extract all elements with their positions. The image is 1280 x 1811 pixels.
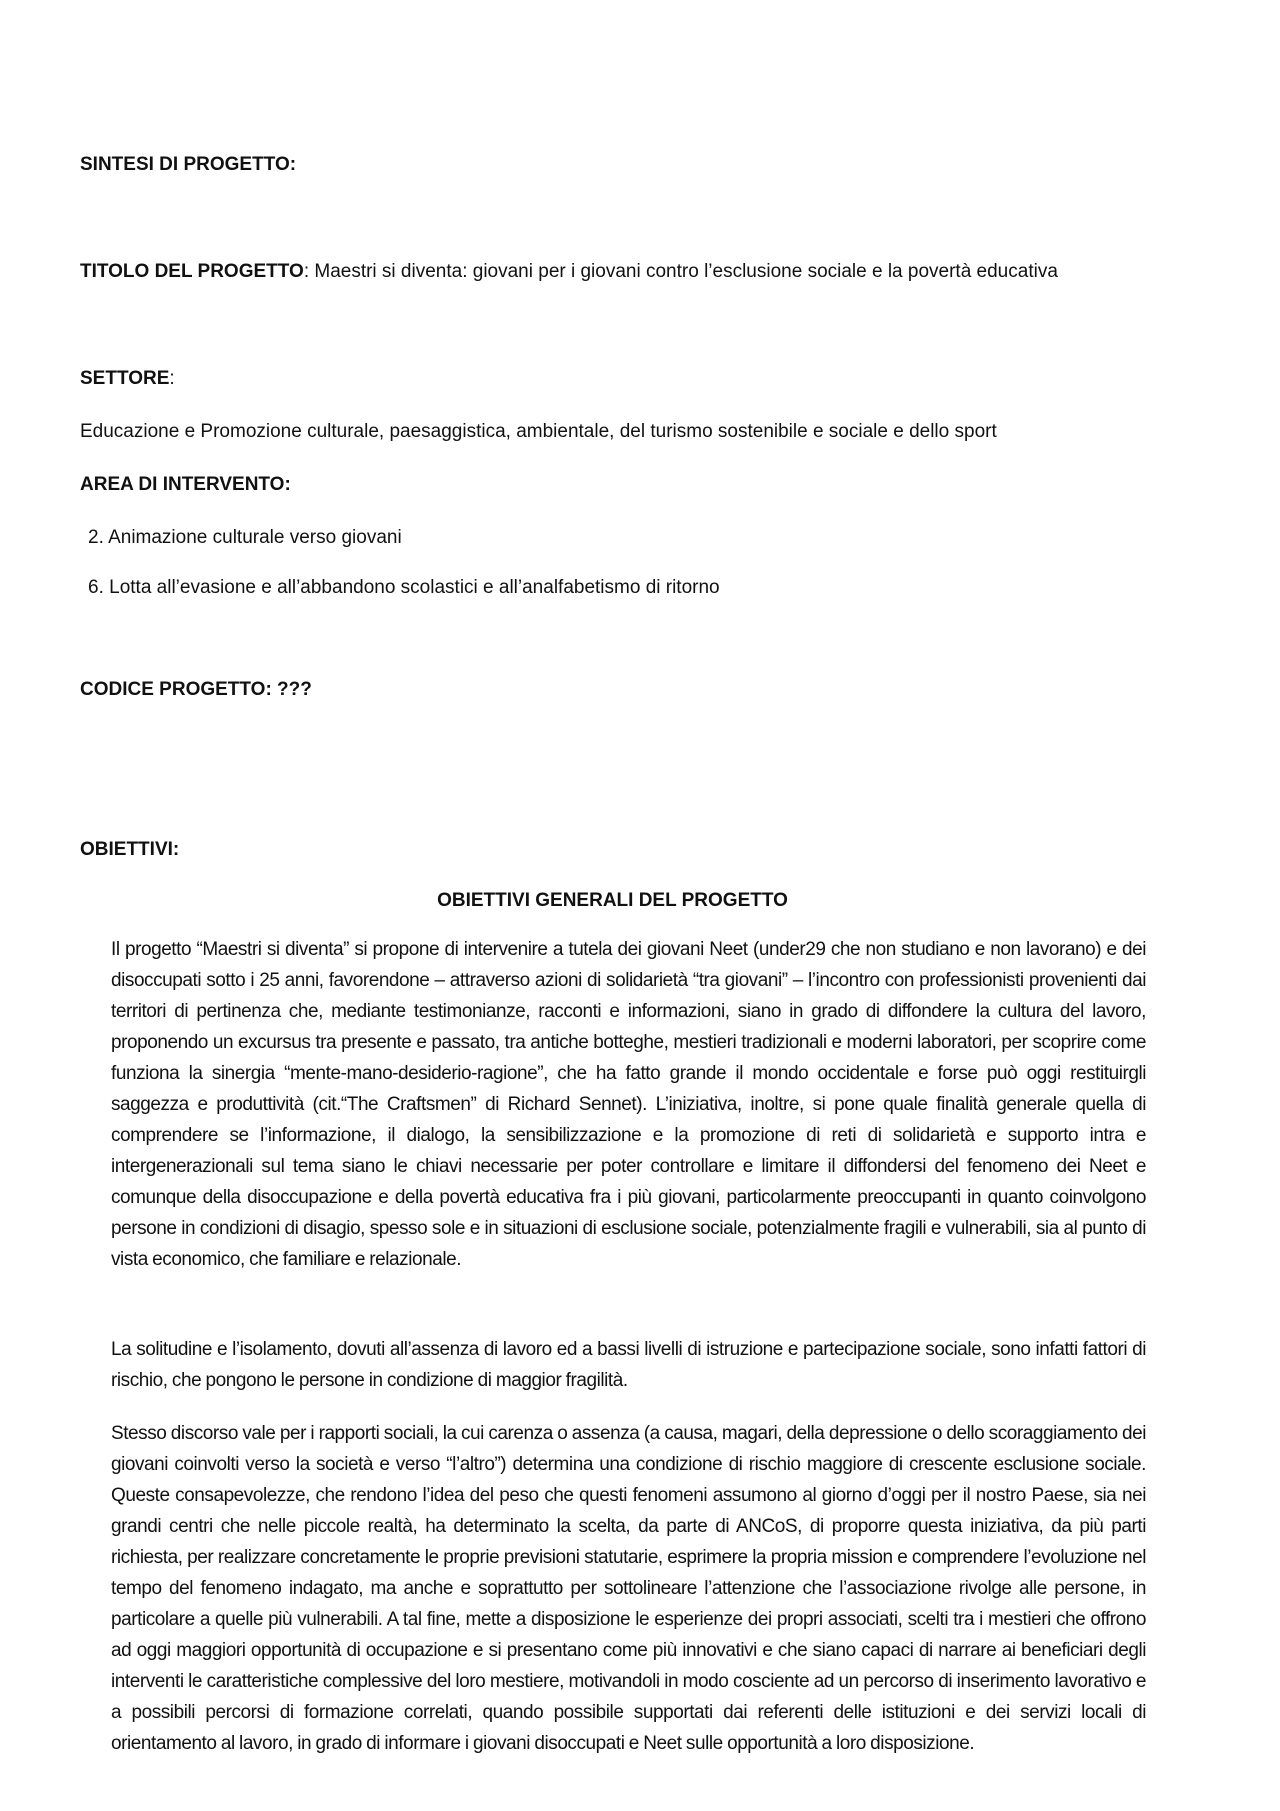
project-title-label: TITOLO DEL PROGETTO [80,261,304,282]
area-heading: AREA DI INTERVENTO: [80,474,291,495]
general-objectives-heading: OBIETTIVI GENERALI DEL PROGETTO [437,890,788,911]
objectives-heading: OBIETTIVI: [80,839,180,860]
sector-value: Educazione e Promozione culturale, paesaggistica, ambientale, del turismo sostenibile e sociale e dello sport [80,421,997,442]
objectives-paragraph: La solitudine e l’isolamento, dovuti all’assenza di lavoro ed a bassi livelli di istruzione e partecipazione sociale, sono infatti fattori di rischio, che pongono le persone in condizione di maggior fragilità. [111,1339,1146,1391]
objectives-paragraph: Stesso discorso vale per i rapporti sociali, la cui carenza o assenza (a causa, magari, della depressione o dello scoraggiamento dei giovani coinvolti verso la società e verso “l’altro”) determina una condizione di rischio maggiore di crescente esclusione sociale. Queste consapevolezze, che rendono l’idea del peso che questi fenomeni assumono al giorno d’oggi per il nostro Paese, sia nei grandi centri che nelle piccole realtà, ha determinato la scelta, da parte di ANCoS, di proporre questa iniziativa, da più parti richiesta, per realizzare concretamente le proprie previsioni statutarie, esprimere la propria mission e comprendere l’evoluzione nel tempo del fenomeno indagato, ma anche e soprattutto per sottolineare l’attenzione che l’associazione rivolge alle persone, in particolare a quelle più vulnerabili. A tal fine, mette a disposizione le esperienze dei propri associati, scelti tra i mestieri che offrono ad oggi maggiori opportunità di occupazione e si presentano come più innovativi e che siano capaci di narrare ai beneficiari degli interventi le caratteristiche complessive del loro mestiere, motivandoli in modo cosciente ad un percorso di inserimento lavorativo e a possibili percorsi di formazione correlati, quando possibile supportati dai referenti delle istituzioni e dei servizi locali di orientamento al lavoro, in grado di informare i giovani disoccupati e Neet sulle opportunità a loro disposizione. [111,1423,1146,1754]
objectives-paragraph: Il progetto “Maestri si diventa” si propone di intervenire a tutela dei giovani Neet (under29 che non studiano e non lavorano) e dei disoccupati sotto i 25 anni, favorendone – attraverso azioni di solidarietà “tra giovani” – l’incontro con professionisti provenienti dai territori di pertinenza che, mediante testimonianze, racconti e informazioni, siano in grado di diffondere la cultura del lavoro, proponendo un excursus tra presente e passato, tra antiche botteghe, mestieri tradizionali e moderni laboratori, per scoprire come funziona la sinergia “mente-mano-desiderio-ragione”, che ha fatto grande il mondo occidentale e forse può oggi restituirgli saggezza e produttività (cit.“The Craftsmen” di Richard Sennet). L’iniziativa, inoltre, si pone quale finalità generale quella di comprendere se l’informazione, il dialogo, la sensibilizzazione e la promozione di reti di solidarietà e supporto intra e intergenerazionali sul tema siano le chiavi necessarie per poter controllare e limitare il diffondersi del fenomeno dei Neet e comunque della disoccupazione e della povertà educativa fra i più giovani, particolarmente preoccupanti in quanto coinvolgono persone in condizioni di disagio, spesso sole e in situazioni di esclusione sociale, potenzialmente fragili e vulnerabili, sia al punto di vista economico, che familiare e relazionale. [111,939,1146,1270]
summary-heading: SINTESI DI PROGETTO: [80,154,297,175]
sector-label-line [80,367,175,391]
area-list-item: 6. Lotta all’evasione e all’abbandono scolastici e all’analfabetismo di ritorno [88,577,720,598]
project-title-line [80,260,1058,284]
project-code: CODICE PROGETTO: ??? [80,679,312,700]
area-list-item: 2. Animazione culturale verso giovani [88,527,402,548]
project-title-value: : Maestri si diventa: giovani per i giovani contro l’esclusione sociale e la povertà educativa [303,261,1058,282]
sector-label: SETTORE [80,368,170,389]
sector-colon: : [169,368,175,389]
